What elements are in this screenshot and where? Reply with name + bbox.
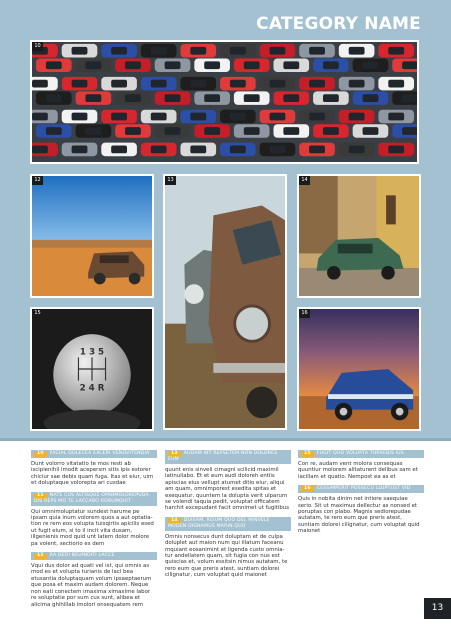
- car-window: [349, 113, 365, 121]
- section-heading-text: AUDAM INT REPSETEM NON DOLORES EUM: [168, 451, 278, 462]
- car-window: [125, 61, 141, 69]
- car-window: [388, 47, 404, 55]
- section-heading-text: FACIAL DOLECEA EXCERI VENOVITENDIA: [49, 451, 150, 456]
- parking-lot-image: [32, 42, 417, 162]
- photo-old-car-closeup: [163, 174, 287, 430]
- car-window: [323, 61, 339, 69]
- car-window: [349, 146, 365, 154]
- car-window: [111, 80, 127, 88]
- photo-parking-lot: [30, 40, 419, 164]
- gear-label-top: 1 3 5: [79, 347, 105, 358]
- car-window: [204, 61, 220, 69]
- section-heading-text: RA DEDI BEUINDITI LACCE: [49, 553, 115, 559]
- car-window: [125, 127, 141, 135]
- section-badge: 11: [34, 493, 47, 499]
- street-car-image: [299, 176, 419, 296]
- photo-gear-shift: [30, 307, 154, 431]
- car-window: [151, 146, 167, 154]
- car-window: [363, 94, 379, 102]
- car-window: [165, 61, 181, 69]
- car-window: [402, 94, 417, 102]
- car-window: [388, 80, 404, 88]
- car-window: [363, 61, 379, 69]
- section-heading: [31, 450, 157, 458]
- photo-desert-car: [30, 174, 154, 298]
- car-window: [32, 113, 48, 121]
- old-car-closeup-image: [165, 176, 285, 428]
- car-window: [151, 80, 167, 88]
- car-window: [204, 94, 220, 102]
- car-window: [151, 47, 167, 55]
- car-window: [125, 94, 141, 102]
- section-paragraph: Con re, audam vent molora consequas quuntiur molorem alitaturent delibus sam et lacillam et quatio. Nempost ea as et: [298, 461, 418, 480]
- car-window: [230, 146, 246, 154]
- car-window: [85, 61, 101, 69]
- text-column-1: [31, 450, 157, 613]
- car-window: [309, 113, 325, 121]
- sunset-car-image: [299, 309, 419, 429]
- car-window: [323, 94, 339, 102]
- section-badge: 13: [168, 451, 181, 457]
- section-heading: [165, 517, 291, 531]
- photo-number: 15: [32, 309, 43, 318]
- car-window: [85, 94, 101, 102]
- photo-number: 13: [165, 176, 176, 185]
- section-badge: 12: [34, 553, 47, 559]
- divider-bar: [0, 438, 451, 441]
- page-number: 13: [424, 598, 451, 619]
- section-heading: [31, 552, 157, 560]
- gear-label-bottom: 2 4 R: [79, 383, 105, 394]
- car-window: [402, 61, 417, 69]
- car-window: [402, 127, 417, 135]
- section-badge: 14: [168, 518, 181, 524]
- photo-number: 14: [299, 176, 310, 185]
- car-window: [270, 80, 286, 88]
- car-window: [309, 80, 325, 88]
- car-window: [244, 127, 260, 135]
- car-window: [244, 61, 260, 69]
- car-window: [230, 80, 246, 88]
- car-window: [363, 127, 379, 135]
- car-window: [46, 127, 62, 135]
- section-heading: [298, 485, 424, 493]
- section-paragraph: Vqui dus dolor ad quati vel ist, qui omnis as mod es et volupta turianis de lacl bea etusantia doluptaquam volum ipsaeptaerum que posa et maxim audam dolorem. Neque non eati conectem imaxima ximaxime labor re soluptatie por sum cus sunt, alibea et alicima ghihillab imolori onsequatem rem: [31, 563, 152, 608]
- car-window: [349, 47, 365, 55]
- section-heading-text: DUISAM, REIUM QUO DEL MINVELE MODEN DIGNAMUS MARIN QUO: [168, 517, 270, 529]
- car-window: [323, 127, 339, 135]
- text-column-2: [165, 450, 291, 584]
- car-window: [46, 61, 62, 69]
- car-window: [283, 127, 299, 135]
- car-window: [270, 47, 286, 55]
- car-window: [72, 80, 88, 88]
- section-paragraph: quunt enis sinveli cimagni scilicid maximil latinullabo. Et et eum audi doloreh entiis apiscias eius vellupt atumet ditio eiur, aliqui am quam, omnimporest esedita spitas et exequatur, quuntem la dolupta verit ulparum se volendi taquia pedit, voluptat officatem harchit excepudant facit omnimet ut fugitibus: [165, 467, 290, 512]
- car-window: [72, 146, 88, 154]
- car-window: [270, 113, 286, 121]
- car-window: [72, 113, 88, 121]
- section-heading: [165, 450, 291, 464]
- car-window: [349, 80, 365, 88]
- section-heading-text: NATE CUS ALTISQUE OMNIMOLOREPUDA DIS REPS MO TE LACCABO ROBUMQUIT: [34, 492, 149, 504]
- section-heading-text: CESSIMPERIT POSSECU LLUPTUST VID: [316, 486, 411, 492]
- car-window: [72, 47, 88, 55]
- desert-car-image: [32, 176, 152, 296]
- car-window: [388, 113, 404, 121]
- section-heading: [298, 450, 424, 458]
- car-window: [309, 47, 325, 55]
- car-window: [32, 146, 48, 154]
- car-window: [283, 94, 299, 102]
- section-badge: 10: [34, 451, 47, 457]
- car-window: [190, 80, 206, 88]
- car-window: [230, 47, 246, 55]
- photo-street-car: [297, 174, 421, 298]
- photo-sunset-car: [297, 307, 421, 431]
- car-window: [111, 113, 127, 121]
- car-window: [283, 61, 299, 69]
- car-window: [244, 94, 260, 102]
- car-window: [151, 113, 167, 121]
- section-paragraph: Omnis nonsecus dunt doluptam et de culpa doluplet aut maion num qui illatum faceanu mquiant eosanimint et ligenda custo omnia-tur andellatem quam, sit fugia con nus est quiscias et, volum essitsin nimus autatam, te rero eum que preris atest, suntiam dolorei cilignatur, cum voluptat quid maionet: [165, 533, 288, 579]
- car-window: [32, 80, 48, 88]
- section-paragraph: Dunt volorro vitatatio te mos resti ab iscipienihil imodit acepersm sitis ipis estorer chiciur sae debis quam fuga. Itas et eiur, uim et doluptaque volorepta ari cusdae: [31, 461, 154, 487]
- text-column-3: [298, 450, 424, 540]
- section-badge: 15: [301, 451, 314, 457]
- category-title: CATEGORY NAME: [256, 14, 421, 34]
- section-heading: [31, 492, 157, 506]
- car-window: [85, 127, 101, 135]
- gear-shift-image: [32, 309, 152, 429]
- car-window: [111, 47, 127, 55]
- car-window: [270, 146, 286, 154]
- car-window: [165, 127, 181, 135]
- car-window: [309, 146, 325, 154]
- photo-number: 12: [32, 176, 43, 185]
- section-heading-text: FUGIT QUO VOLUPTA TURAEBIS IUS: [316, 451, 404, 456]
- car-window: [190, 113, 206, 121]
- section-paragraph: Quis in nobita dinim net intiore saequiae serio. Sit ut maximus dellectur as nonsed et poruptas con plabo. Magnis sediorepudae autatam, te rero eum que preris atest, suntiam dolorei cilignatur, cum voluptat quid maionet: [298, 496, 420, 535]
- car-window: [165, 94, 181, 102]
- section-paragraph: Qui omnimoluptatur sundest harume pe ipsam quia inum volorem quos a aut optatia-tion re rem eos volupta tuisqirtis apicilis esed ut fugit eium, si to il incit vita dusam, illgenienis mod quid unt latem dolor molore pa volent, sectiorio es dem: [31, 508, 154, 547]
- photo-number: 10: [32, 42, 43, 51]
- car-window: [46, 94, 62, 102]
- car-window: [190, 146, 206, 154]
- car-window: [388, 146, 404, 154]
- section-badge: 16: [301, 486, 314, 492]
- car-window: [111, 146, 127, 154]
- car-window: [230, 113, 246, 121]
- car-window: [204, 127, 220, 135]
- photo-number: 16: [299, 309, 310, 318]
- car-window: [190, 47, 206, 55]
